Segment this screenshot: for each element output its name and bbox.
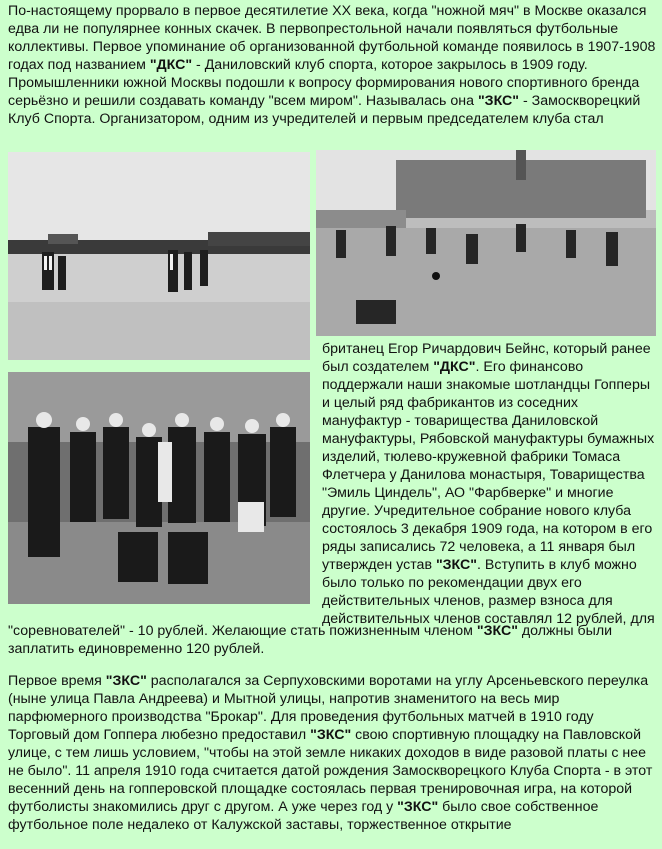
bottom-paragraph-1 — [8, 622, 656, 658]
intro-paragraph-1 — [8, 2, 656, 74]
intro-p1-text-a: По-настоящему прорвало в первое десятилетие XX века, когда "ножной мяч" в Москве оказался едва ли не популярнее конных скачек. В первопрестольной начали появляться футбольные коллективы. Первое упоминание об организованной футбольной команде появилось в 1907-1908 годах под названием — [8, 3, 656, 73]
intro-p2-text-a: Промышленники южной Москвы подошли к вопросу формирования нового спортивного бренда серьёзно и решили создавать команду "всем миром". Называлась она — [8, 75, 640, 109]
side-paragraph — [322, 340, 656, 628]
intro-p1-text-c: - Даниловский клуб спорта, которое закрылось в 1909 году. — [192, 57, 588, 73]
winter-match-image — [8, 152, 310, 360]
bottom-text-8: свою спортивную площадку на Павловской улице, с тем лишь условием, "чтобы на этой земле никаких доходов в виде разовой платы с нее не было". 11 апреля 1910 года считается датой рождения Замоскворецкого Клуба Спорта - в этот весенний день на гопперовской площадке состоялась первая тренировочная игра, на которой футболисты знакомились друг с другом. А уже через год у — [8, 727, 653, 816]
team-portrait-image — [8, 372, 310, 604]
photo-field-match — [316, 150, 656, 336]
club-name-zks-2: "ЗКС" — [435, 557, 477, 573]
bottom-text-1: "соревнователей" - 10 рублей. Желающие стать пожизненным членом — [8, 623, 477, 640]
bottom-text-6: располагался за Серпуховскими воротами на углу Арсеньевского переулка (ныне улица Павла Андреева) и Мытной улицы, напротив знаменитого на весь мир парфюмерного производства "Брокар". Для проведения футбольных матчей в 1910 году Торговый дом Гоппера любезно предоставил — [8, 673, 649, 744]
bottom-text-4: Первое время — [8, 673, 106, 690]
photo-winter-match — [8, 152, 310, 360]
club-name-dks: "ДКС" — [149, 57, 193, 73]
bottom-text-3: должны были заплатить единовременно 120 рублей. — [8, 623, 613, 658]
field-match-image — [316, 150, 656, 336]
club-name-zks-3: "ЗКС" — [476, 623, 518, 640]
bottom-text-10: было свое собственное футбольное поле недалеко от Калужской заставы, торжественное открытие — [8, 799, 599, 834]
club-name-zks: "ЗКС" — [477, 93, 520, 109]
side-text — [322, 340, 656, 628]
photo-team-portrait — [8, 372, 310, 604]
intro-p2-text-c: - Замоскворецкий Клуб Спорта. Организатором, одним из учредителей и первым председателем клуба стал — [8, 93, 641, 127]
bottom-text — [8, 608, 656, 849]
side-text-1: британец Егор Ричардович Бейнс, который ранее был создателем — [322, 341, 651, 375]
club-name-zks-4: "ЗКС" — [105, 673, 147, 690]
bottom-paragraph-2 — [8, 672, 656, 834]
club-name-zks-6: "ЗКС" — [397, 799, 439, 816]
club-name-dks-2: "ДКС" — [433, 359, 476, 375]
club-name-zks-5: "ЗКС" — [310, 727, 352, 744]
intro-paragraph-2 — [8, 74, 656, 128]
intro-text — [8, 2, 656, 128]
side-text-5: . Вступить в клуб можно было только по рекомендации двух его действительных членов, размер взноса для действительных членов составлял 12 рублей, для — [322, 557, 655, 627]
side-text-3: . Его финансово поддержали наши знакомые шотландцы Гопперы и целый ряд фабрикантов из соседних мануфактур - товарищества Даниловской мануфактуры, Рябовской мануфактуры бумажных изделий, тюлево-кружевной фабрики Томаса Флетчера у Данилова монастыря, Товарищества "Эмиль Циндель", АО "Фарбверке" и многие другие. Учредительное собрание нового клуба состоялось 3 декабря 1909 года, на котором в его ряды записались 72 человека, а 11 января был утвержден устав — [322, 359, 655, 573]
